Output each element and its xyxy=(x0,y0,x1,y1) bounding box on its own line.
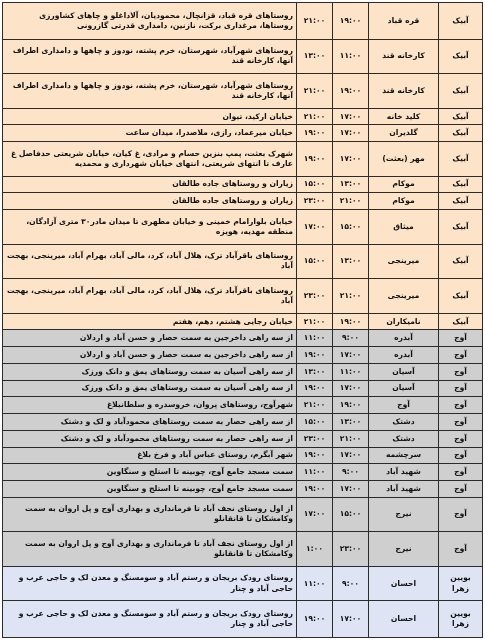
schedule-city-cell: آوج xyxy=(439,397,483,414)
start-time-cell: ۱۷:۰۰ xyxy=(333,480,369,497)
affected-areas-cell: زیاران و روستاهای جاده طالقان xyxy=(3,193,297,210)
table-row xyxy=(3,447,483,464)
feeder-name-cell: گلدیران xyxy=(369,125,439,142)
schedule-city-cell: آوج xyxy=(439,447,483,464)
affected-areas-cell: روستاهای شهرآباد، شهرستان، خرم پشته، نودوز و چاهها و دامداری اطراف آنها، کارخانه قند xyxy=(3,74,297,109)
end-time-cell: ۲۱:۰۰ xyxy=(297,74,333,109)
affected-areas-cell: روستاهای شهرآباد، شهرستان، خرم پشته، نودوز و چاهها و دامداری اطراف آنها، کارخانه قند xyxy=(3,39,297,74)
affected-areas-cell: شهرک بعثت، پمپ بنزین حسام و مرادی، غ کیان، خیابان شریعتی حدفاصل غ عارف تا انتهای شریعتی، انتهای خیابان شهرداری و محمدیه xyxy=(3,142,297,177)
table-row xyxy=(3,464,483,481)
affected-areas-cell: خیابان میرعماد، رازی، ملاصدرا، میدان ساعت xyxy=(3,125,297,142)
schedule-city-cell: آبیک xyxy=(439,193,483,210)
feeder-name-cell: احسان xyxy=(369,601,439,638)
table-row xyxy=(3,380,483,397)
schedule-city-cell: آوج xyxy=(439,347,483,364)
start-time-cell: ۱۹:۰۰ xyxy=(333,3,369,40)
end-time-cell: ۱۱:۰۰ xyxy=(297,566,333,601)
start-time-cell: ۱۱:۰۰ xyxy=(333,39,369,74)
table-row xyxy=(3,330,483,347)
affected-areas-cell: زیاران و روستاهای جاده طالقان xyxy=(3,176,297,193)
feeder-name-cell: موکام xyxy=(369,176,439,193)
schedule-city-cell: آوج xyxy=(439,497,483,532)
start-time-cell: ۱۷:۰۰ xyxy=(333,108,369,125)
start-time-cell: ۱۷:۰۰ xyxy=(333,380,369,397)
affected-areas-cell: از سه راهی داخرجین به سمت حصار و حسن آباد و اردلان xyxy=(3,347,297,364)
table-row xyxy=(3,244,483,279)
end-time-cell: ۱۷:۰۰ xyxy=(297,210,333,245)
schedule-city-cell: آوج xyxy=(439,480,483,497)
start-time-cell: ۲۱:۰۰ xyxy=(333,279,369,314)
table-row xyxy=(3,125,483,142)
table-row xyxy=(3,313,483,330)
feeder-name-cell: مهر (بعثت) xyxy=(369,142,439,177)
feeder-name-cell: دشتک xyxy=(369,430,439,447)
table-row xyxy=(3,176,483,193)
schedule-city-cell: آبیک xyxy=(439,74,483,109)
feeder-name-cell: شهید آباد xyxy=(369,464,439,481)
feeder-name-cell: دشتک xyxy=(369,414,439,431)
end-time-cell: ۲۱:۰۰ xyxy=(297,3,333,40)
start-time-cell: ۲۱:۰۰ xyxy=(333,430,369,447)
end-time-cell: ۱۷:۰۰ xyxy=(297,497,333,532)
feeder-name-cell: آوج xyxy=(369,397,439,414)
affected-areas-cell: از سه راهی داخرجین به سمت حصار و حسن آباد و اردلان xyxy=(3,330,297,347)
end-time-cell: ۱۵:۰۰ xyxy=(297,244,333,279)
table-body xyxy=(3,3,483,638)
schedule-city-cell: آوج xyxy=(439,464,483,481)
end-time-cell: ۱۹:۰۰ xyxy=(297,347,333,364)
schedule-city-cell: آبیک xyxy=(439,279,483,314)
end-time-cell: ۱۹:۰۰ xyxy=(297,380,333,397)
feeder-name-cell: قره قباد xyxy=(369,3,439,40)
feeder-name-cell: احسان xyxy=(369,566,439,601)
schedule-city-cell: آبیک xyxy=(439,108,483,125)
affected-areas-cell: روستای رودک بریجان و رستم آباد و سومسنگ و معدن لک و حاجی عرب و حاجی آباد و چنار xyxy=(3,601,297,638)
affected-areas-cell: خیابان رجایی هشتم، دهم، هفتم xyxy=(3,313,297,330)
schedule-city-cell: آبیک xyxy=(439,39,483,74)
table-row xyxy=(3,39,483,74)
feeder-name-cell: آبدره xyxy=(369,347,439,364)
affected-areas-cell: روستاهای باقرآباد ترک، هلال آباد، کرد، مالی آباد، بهرام آباد، میرینجی، بهجت آباد xyxy=(3,279,297,314)
end-time-cell: ۱۱:۰۰ xyxy=(297,464,333,481)
end-time-cell: ۲۳:۰۰ xyxy=(297,430,333,447)
affected-areas-cell: روستاهای قره قباد، قزانچال، محمودیان، آلاداغلو و چاهای کشاورزی روستاها، مرغداری برکت، نازنین، دامداری قدرتی گازرونی xyxy=(3,3,297,40)
schedule-city-cell: آوج xyxy=(439,380,483,397)
end-time-cell: ۱:۰۰ xyxy=(297,532,333,567)
table-row xyxy=(3,363,483,380)
end-time-cell: ۱۹:۰۰ xyxy=(297,447,333,464)
affected-areas-cell: از اول روستای نجف آباد تا فرمانداری و بهداری آوج و پل اروان به سمت وکامشکان تا قانقانلو xyxy=(3,532,297,567)
schedule-city-cell: آوج xyxy=(439,414,483,431)
start-time-cell: ۹:۰۰ xyxy=(333,330,369,347)
start-time-cell: ۲۱:۰۰ xyxy=(333,193,369,210)
feeder-name-cell: نیرج xyxy=(369,497,439,532)
affected-areas-cell: از سه راهی آسیان به سمت روستاهای یمق و دانک ورزک xyxy=(3,363,297,380)
start-time-cell: ۱۳:۰۰ xyxy=(333,414,369,431)
start-time-cell: ۱۵:۰۰ xyxy=(333,210,369,245)
outage-schedule-table xyxy=(2,2,483,638)
affected-areas-cell: از سه راهی آسیان به سمت روستاهای یمق و دانک ورزک xyxy=(3,380,297,397)
feeder-name-cell: موکام xyxy=(369,193,439,210)
schedule-city-cell: آبیک xyxy=(439,210,483,245)
end-time-cell: ۱۹:۰۰ xyxy=(297,601,333,638)
feeder-name-cell: آسیان xyxy=(369,363,439,380)
end-time-cell: ۱۵:۰۰ xyxy=(297,414,333,431)
end-time-cell: ۱۳:۰۰ xyxy=(297,39,333,74)
feeder-name-cell: سرچشمه xyxy=(369,447,439,464)
affected-areas-cell: روستاهای باقرآباد ترک، هلال آباد، کرد، مالی آباد، بهرام آباد، میرینجی، بهجت آباد xyxy=(3,244,297,279)
table-row xyxy=(3,210,483,245)
start-time-cell: ۱۷:۰۰ xyxy=(333,347,369,364)
schedule-city-cell: آبیک xyxy=(439,3,483,40)
feeder-name-cell: شهید آباد xyxy=(369,480,439,497)
feeder-name-cell: میرینجی xyxy=(369,279,439,314)
affected-areas-cell: از اول روستای نجف آباد تا فرمانداری و بهداری آوج و پل اروان به سمت وکامشکان تا قانقانلو xyxy=(3,497,297,532)
table-row xyxy=(3,193,483,210)
start-time-cell: ۱۵:۰۰ xyxy=(333,497,369,532)
schedule-city-cell: آوج xyxy=(439,330,483,347)
affected-areas-cell: شهر آبگرم، روستای عباس آباد و فرخ بلاغ xyxy=(3,447,297,464)
start-time-cell: ۱۷:۰۰ xyxy=(333,601,369,638)
feeder-name-cell: نیرج xyxy=(369,532,439,567)
start-time-cell: ۱۳:۰۰ xyxy=(333,244,369,279)
affected-areas-cell: سمت مسجد جامع آوج، چوبینه تا استلج و سنگاوین xyxy=(3,464,297,481)
start-time-cell: ۱۷:۰۰ xyxy=(333,447,369,464)
feeder-name-cell: کارخانه قند xyxy=(369,74,439,109)
end-time-cell: ۲۱:۰۰ xyxy=(297,108,333,125)
feeder-name-cell: میرینجی xyxy=(369,244,439,279)
feeder-name-cell: میثاق xyxy=(369,210,439,245)
end-time-cell: ۱۵:۰۰ xyxy=(297,176,333,193)
schedule-city-cell: آوج xyxy=(439,363,483,380)
schedule-city-cell: آبیک xyxy=(439,125,483,142)
start-time-cell: ۹:۰۰ xyxy=(333,566,369,601)
schedule-city-cell: آبیک xyxy=(439,176,483,193)
feeder-name-cell: نامیکاران xyxy=(369,313,439,330)
schedule-city-cell: آبیک xyxy=(439,142,483,177)
start-time-cell: ۱۷:۰۰ xyxy=(333,125,369,142)
start-time-cell: ۹:۰۰ xyxy=(333,464,369,481)
end-time-cell: ۱۹:۰۰ xyxy=(297,480,333,497)
end-time-cell: ۲۱:۰۰ xyxy=(297,313,333,330)
affected-areas-cell: شهرآوج، روستاهای پروان، خروسدره و سلطانبلاغ xyxy=(3,397,297,414)
table-row xyxy=(3,3,483,40)
table-row xyxy=(3,74,483,109)
start-time-cell: ۱۹:۰۰ xyxy=(333,313,369,330)
start-time-cell: ۱۹:۰۰ xyxy=(333,74,369,109)
feeder-name-cell: کلید خانه xyxy=(369,108,439,125)
start-time-cell: ۱۳:۰۰ xyxy=(333,176,369,193)
table-row xyxy=(3,430,483,447)
table-row xyxy=(3,142,483,177)
table-row xyxy=(3,480,483,497)
table-row xyxy=(3,397,483,414)
schedule-city-cell: آوج xyxy=(439,430,483,447)
affected-areas-cell: خیابان بلوارامام خمینی و خیابان مطهری تا میدان مادر۳۰ متری آزادگان، منطقه مهدیه، هویزه xyxy=(3,210,297,245)
schedule-city-cell: آبیک xyxy=(439,313,483,330)
affected-areas-cell: خیابان ارکید، تیوان xyxy=(3,108,297,125)
feeder-name-cell: آسیان xyxy=(369,380,439,397)
start-time-cell: ۱۷:۰۰ xyxy=(333,142,369,177)
schedule-city-cell: بویین زهرا xyxy=(439,566,483,601)
table-row xyxy=(3,601,483,638)
schedule-city-cell: آبیک xyxy=(439,244,483,279)
feeder-name-cell: آبدره xyxy=(369,330,439,347)
end-time-cell: ۱۱:۰۰ xyxy=(297,330,333,347)
affected-areas-cell: روستای رودک بریجان و رستم آباد و سومسنگ و معدن لک و حاجی عرب و حاجی آباد و چنار xyxy=(3,566,297,601)
table-row xyxy=(3,414,483,431)
table-row xyxy=(3,532,483,567)
table-row xyxy=(3,347,483,364)
end-time-cell: ۱۹:۰۰ xyxy=(297,125,333,142)
affected-areas-cell: از سه راهی حصار به سمت روستاهای محمودآباد و لک و دشتک xyxy=(3,414,297,431)
table-row xyxy=(3,497,483,532)
feeder-name-cell: کارخانه قند xyxy=(369,39,439,74)
end-time-cell: ۲۱:۰۰ xyxy=(297,397,333,414)
start-time-cell: ۱۱:۰۰ xyxy=(333,363,369,380)
end-time-cell: ۱۳:۰۰ xyxy=(297,363,333,380)
affected-areas-cell: از سه راهی حصار به سمت روستاهای محمودآباد و لک و دشتک xyxy=(3,430,297,447)
table-row xyxy=(3,279,483,314)
table-row xyxy=(3,566,483,601)
schedule-city-cell: بویین زهرا xyxy=(439,601,483,638)
end-time-cell: ۲۳:۰۰ xyxy=(297,193,333,210)
end-time-cell: ۱۹:۰۰ xyxy=(297,142,333,177)
table-row xyxy=(3,108,483,125)
affected-areas-cell: سمت مسجد جامع آوج، چوبینه تا استلج و سنگاوین xyxy=(3,480,297,497)
end-time-cell: ۲۳:۰۰ xyxy=(297,279,333,314)
start-time-cell: ۱۹:۰۰ xyxy=(333,397,369,414)
schedule-city-cell: آوج xyxy=(439,532,483,567)
start-time-cell: ۲۳:۰۰ xyxy=(333,532,369,567)
